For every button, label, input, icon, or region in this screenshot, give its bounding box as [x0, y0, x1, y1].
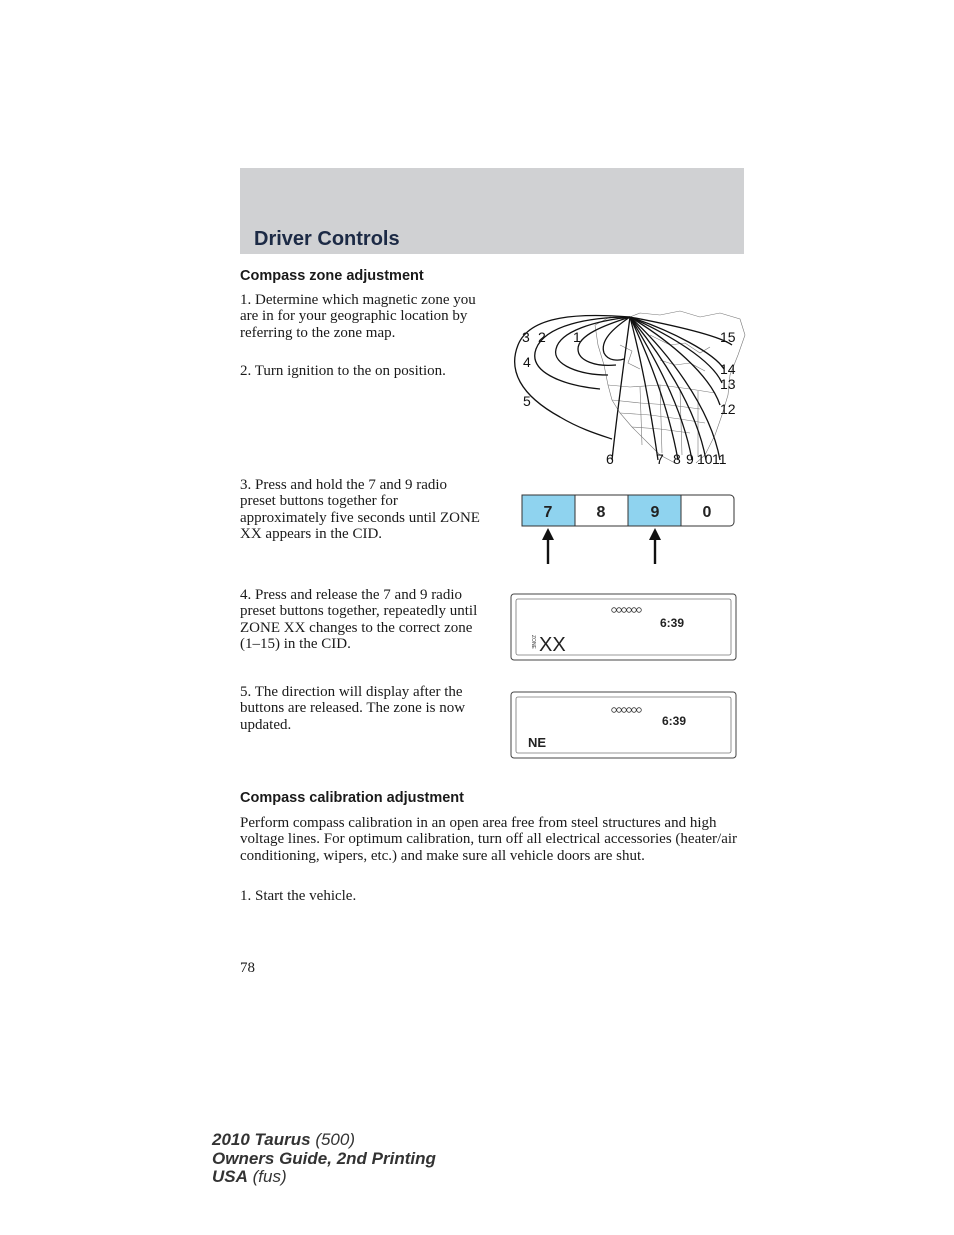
preset-button-9: 9 — [650, 504, 660, 521]
compass-direction: NE — [528, 735, 547, 750]
section-header-band — [240, 168, 744, 254]
section-title: Driver Controls — [254, 228, 400, 250]
preset-button-0: 0 — [702, 504, 712, 521]
footer-guide: Owners Guide, 2nd Printing — [212, 1148, 436, 1168]
document-footer — [212, 1131, 436, 1187]
zone-label: 9 — [686, 451, 694, 467]
step-5: 5. The direction will display after the buttons are released. The zone is now updated. — [240, 684, 466, 733]
calibration-step-1: 1. Start the vehicle. — [240, 888, 357, 904]
zone-label: 12 — [720, 401, 736, 417]
zone-label: 10 — [697, 451, 713, 467]
zone-isolines — [515, 315, 732, 460]
cid-display-direction — [510, 691, 738, 759]
radio-preset-buttons — [510, 492, 740, 568]
heading-compass-calibration: Compass calibration adjustment — [240, 790, 464, 806]
footer-region: USA — [212, 1167, 248, 1186]
zone-label: 6 — [606, 451, 614, 467]
zone-label: 7 — [656, 451, 664, 467]
zone-label: 8 — [673, 451, 681, 467]
zone-label: 5 — [523, 393, 531, 409]
clock-time: 6:39 — [660, 616, 685, 630]
preset-button-8: 8 — [596, 504, 606, 521]
step-3: 3. Press and hold the 7 and 9 radio preset buttons together for approximately five seconds until ZONE XX appears in the CID. — [240, 477, 480, 543]
step-4: 4. Press and release the 7 and 9 radio preset buttons together, repeatedly until ZONE XX changes to the correct zone (1–15) in the CID. — [240, 587, 478, 653]
preset-button-7: 7 — [543, 504, 553, 521]
footer-model-code: (500) — [310, 1130, 356, 1149]
calibration-paragraph: Perform compass calibration in an open area free from steel structures and high voltage lines. For optimum calibration, turn off all electrical accessories (heater/air conditioning, wipers, etc.) and make sure all vehicle doors are shut. — [240, 815, 738, 864]
zone-word: ZONE — [530, 635, 536, 649]
cid-display-zone — [510, 593, 738, 661]
zone-label: 4 — [523, 354, 531, 370]
zone-label: 11 — [712, 451, 727, 467]
step-1: 1. Determine which magnetic zone you are in for your geographic location by referring to the zone map. — [240, 292, 476, 341]
footer-region-code: (fus) — [247, 1167, 287, 1186]
step-2: 2. Turn ignition to the on position. — [240, 363, 446, 379]
zone-label: 14 — [720, 361, 736, 377]
zone-value: XX — [539, 634, 566, 656]
heading-compass-zone: Compass zone adjustment — [240, 268, 424, 284]
press-arrow-icon — [649, 528, 661, 564]
zone-label: 13 — [720, 376, 736, 392]
press-arrow-icon — [542, 528, 554, 564]
compass-zone-map — [500, 305, 748, 470]
page-number: 78 — [240, 960, 255, 976]
zone-label: 1 — [573, 329, 581, 345]
zone-label: 2 — [538, 329, 546, 345]
zone-label: 15 — [720, 329, 736, 345]
footer-model: 2010 Taurus — [212, 1130, 311, 1149]
clock-time: 6:39 — [662, 714, 687, 728]
zone-label: 3 — [522, 329, 530, 345]
